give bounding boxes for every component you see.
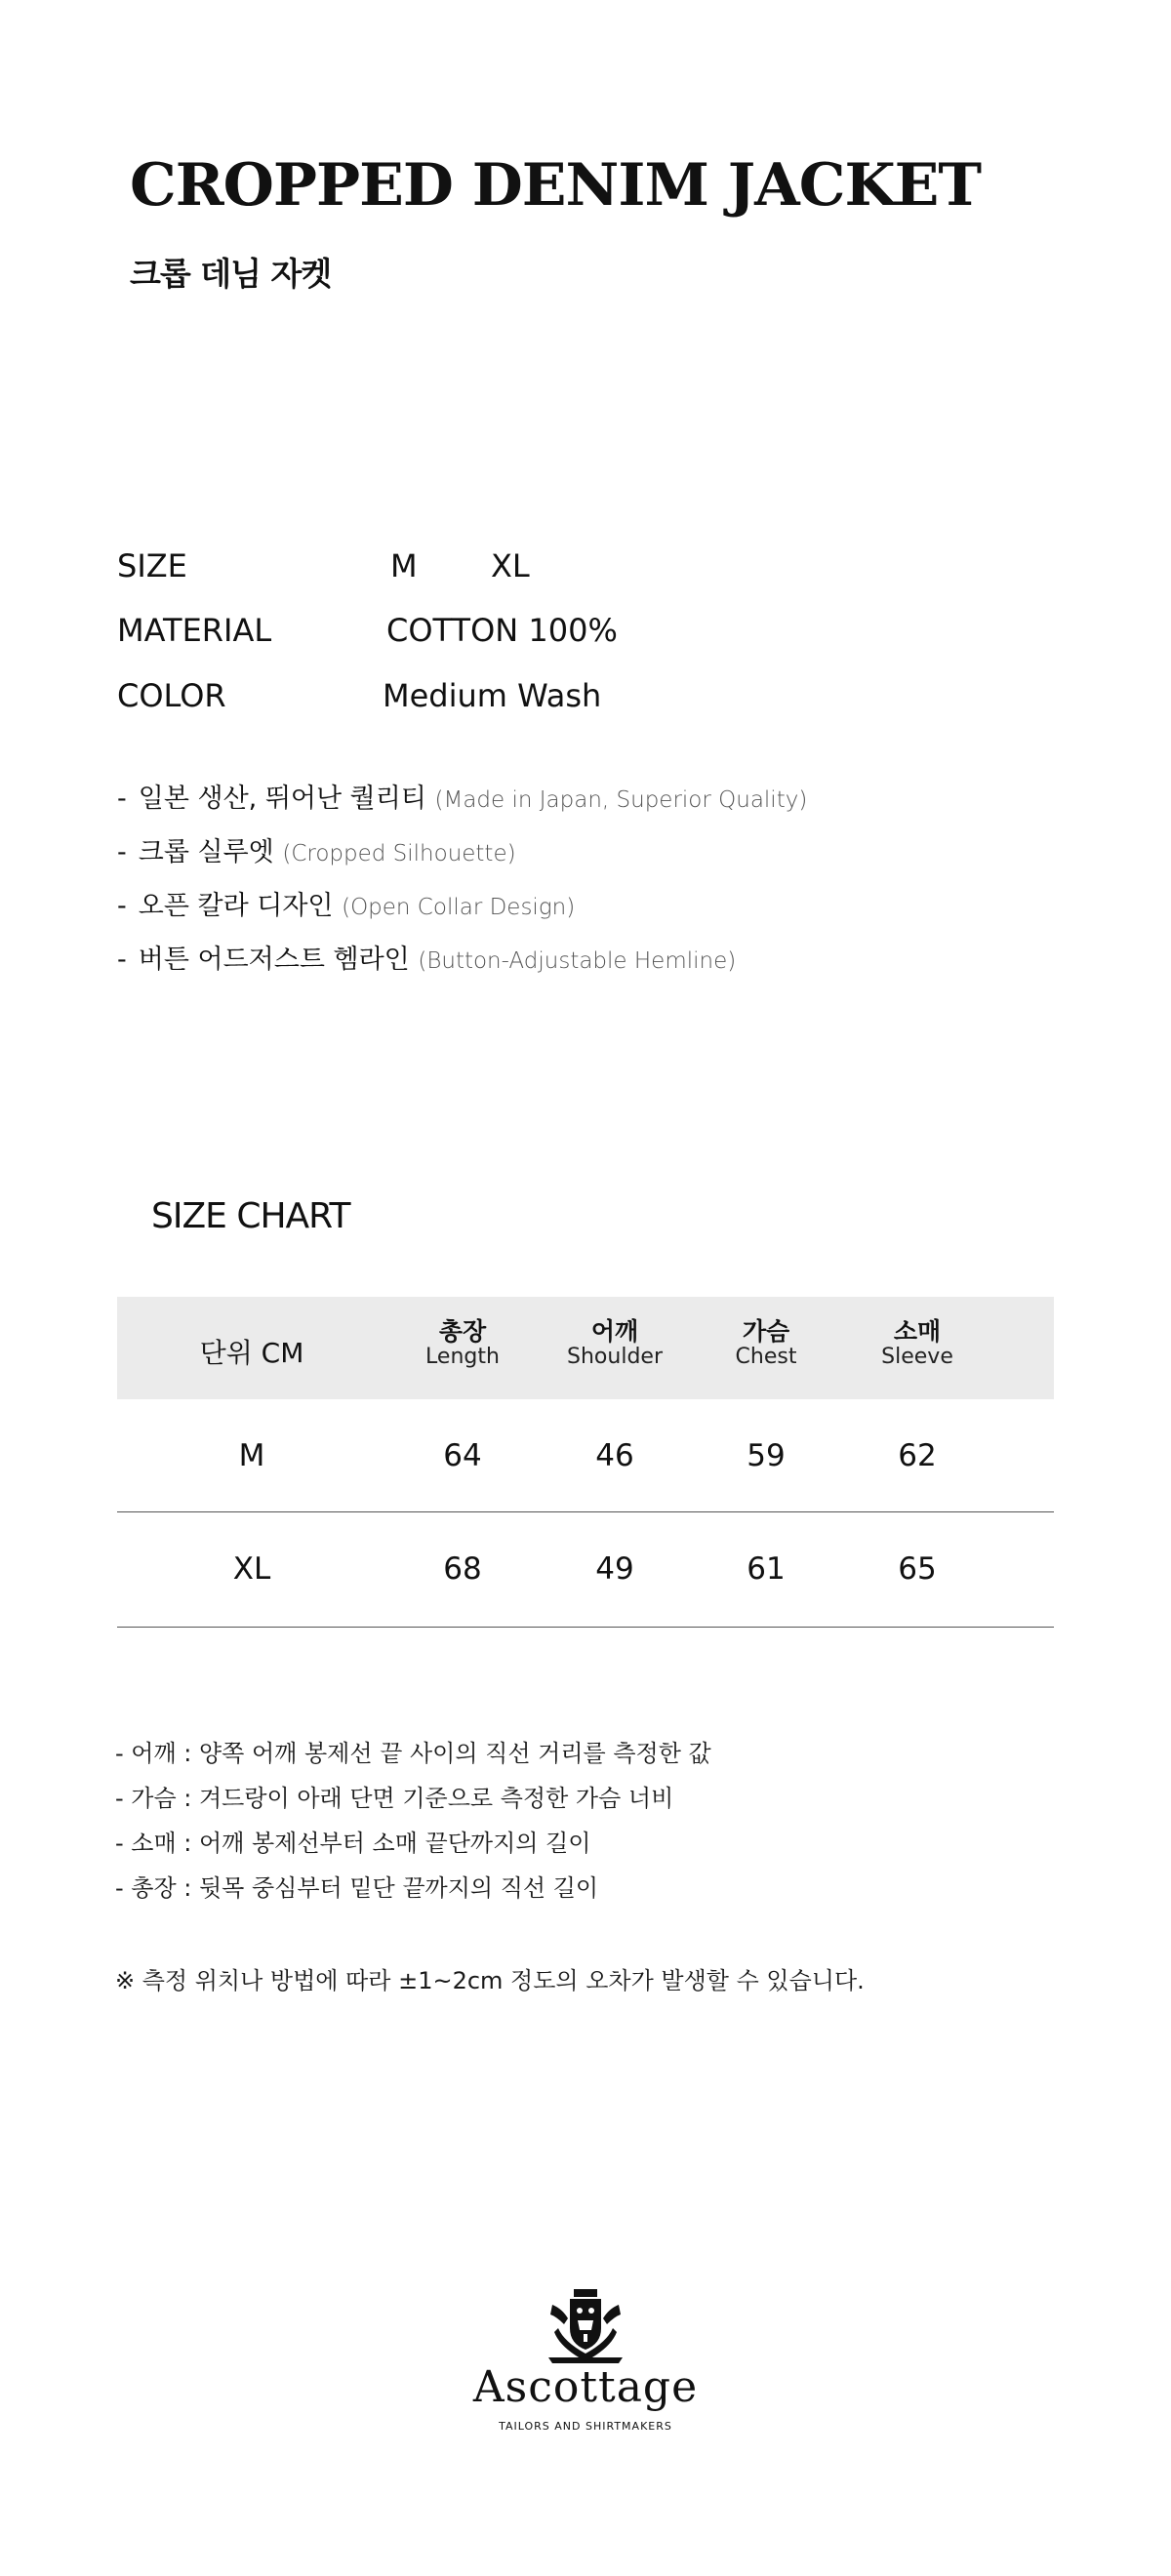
feature-dash: - (117, 837, 127, 867)
size-chart-unit: 단위 CM (199, 1337, 304, 1369)
feature-en: (Cropped Silhouette) (282, 841, 516, 866)
spec-color-value: Medium Wash (383, 677, 602, 714)
feature-item (117, 946, 736, 973)
row-value-length: 64 (443, 1437, 482, 1473)
row-value-chest: 59 (747, 1437, 786, 1473)
feature-item (117, 893, 575, 919)
size-chart-header (117, 1297, 1054, 1399)
spec-size-m: M (390, 547, 418, 584)
column-header-sleeve (881, 1318, 953, 1369)
feature-dash: - (117, 784, 127, 814)
feature-ko: 버튼 어드저스트 헴라인 (138, 945, 410, 975)
spec-material-value: COTTON 100% (386, 612, 618, 649)
feature-en: (Open Collar Design) (342, 895, 576, 920)
column-header-en: Shoulder (567, 1344, 663, 1369)
column-header-length (425, 1318, 500, 1369)
size-chart-title: SIZE CHART (151, 1196, 350, 1236)
spec-size-xl: XL (491, 547, 530, 584)
row-value-shoulder: 49 (595, 1550, 634, 1587)
measurement-note: - 어깨 : 양쪽 어깨 봉제선 끝 사이의 직선 거리를 측정한 값 (115, 1740, 711, 1767)
column-header-ko: 소매 (893, 1317, 942, 1346)
spec-color-label: COLOR (117, 677, 226, 714)
feature-ko: 일본 생산, 뛰어난 퀄리티 (138, 784, 426, 814)
row-value-shoulder: 46 (595, 1437, 634, 1473)
column-header-ko: 가슴 (742, 1317, 790, 1346)
product-subtitle: 크롭 데님 자켓 (130, 255, 332, 293)
spec-material-label: MATERIAL (117, 612, 272, 649)
row-value-sleeve: 62 (898, 1437, 937, 1473)
feature-ko: 오픈 칼라 디자인 (138, 891, 334, 921)
feature-dash: - (117, 891, 127, 921)
product-title: CROPPED DENIM JACKET (130, 151, 981, 220)
column-header-chest (736, 1318, 797, 1369)
column-header-ko: 어깨 (590, 1317, 639, 1346)
feature-ko: 크롭 실루엣 (138, 837, 274, 867)
feature-item (117, 785, 807, 812)
brand-name: Ascottage (472, 2362, 699, 2412)
row-size: XL (232, 1550, 271, 1587)
feature-en: (Button-Adjustable Hemline) (418, 948, 737, 974)
column-header-ko: 총장 (438, 1317, 487, 1346)
row-size: M (238, 1437, 265, 1473)
column-header-en: Chest (735, 1344, 797, 1369)
row-value-chest: 61 (747, 1550, 786, 1587)
row-divider (117, 1627, 1054, 1628)
measurement-note: - 소매 : 어깨 봉제선부터 소매 끝단까지의 길이 (115, 1830, 591, 1857)
table-row (117, 1512, 1054, 1625)
measurement-note: - 총장 : 뒷목 중심부터 밑단 끝까지의 직선 길이 (115, 1874, 599, 1902)
brand-tagline: TAILORS AND SHIRTMAKERS (499, 2420, 672, 2433)
column-header-shoulder (567, 1318, 663, 1369)
measurement-disclaimer: ※ 측정 위치나 방법에 따라 ±1~2cm 정도의 오차가 발생할 수 있습니다. (115, 1967, 865, 1994)
column-header-en: Length (425, 1344, 500, 1369)
spec-size-label: SIZE (117, 547, 187, 584)
crest-icon (545, 2289, 626, 2367)
feature-dash: - (117, 945, 127, 975)
feature-item (117, 839, 516, 865)
measurement-note: - 가슴 : 겨드랑이 아래 단면 기준으로 측정한 가슴 너비 (115, 1785, 674, 1812)
table-row (117, 1399, 1054, 1511)
column-header-en: Sleeve (881, 1344, 953, 1369)
row-value-length: 68 (443, 1550, 482, 1587)
feature-en: (Made in Japan, Superior Quality) (434, 787, 808, 813)
row-value-sleeve: 65 (898, 1550, 937, 1587)
